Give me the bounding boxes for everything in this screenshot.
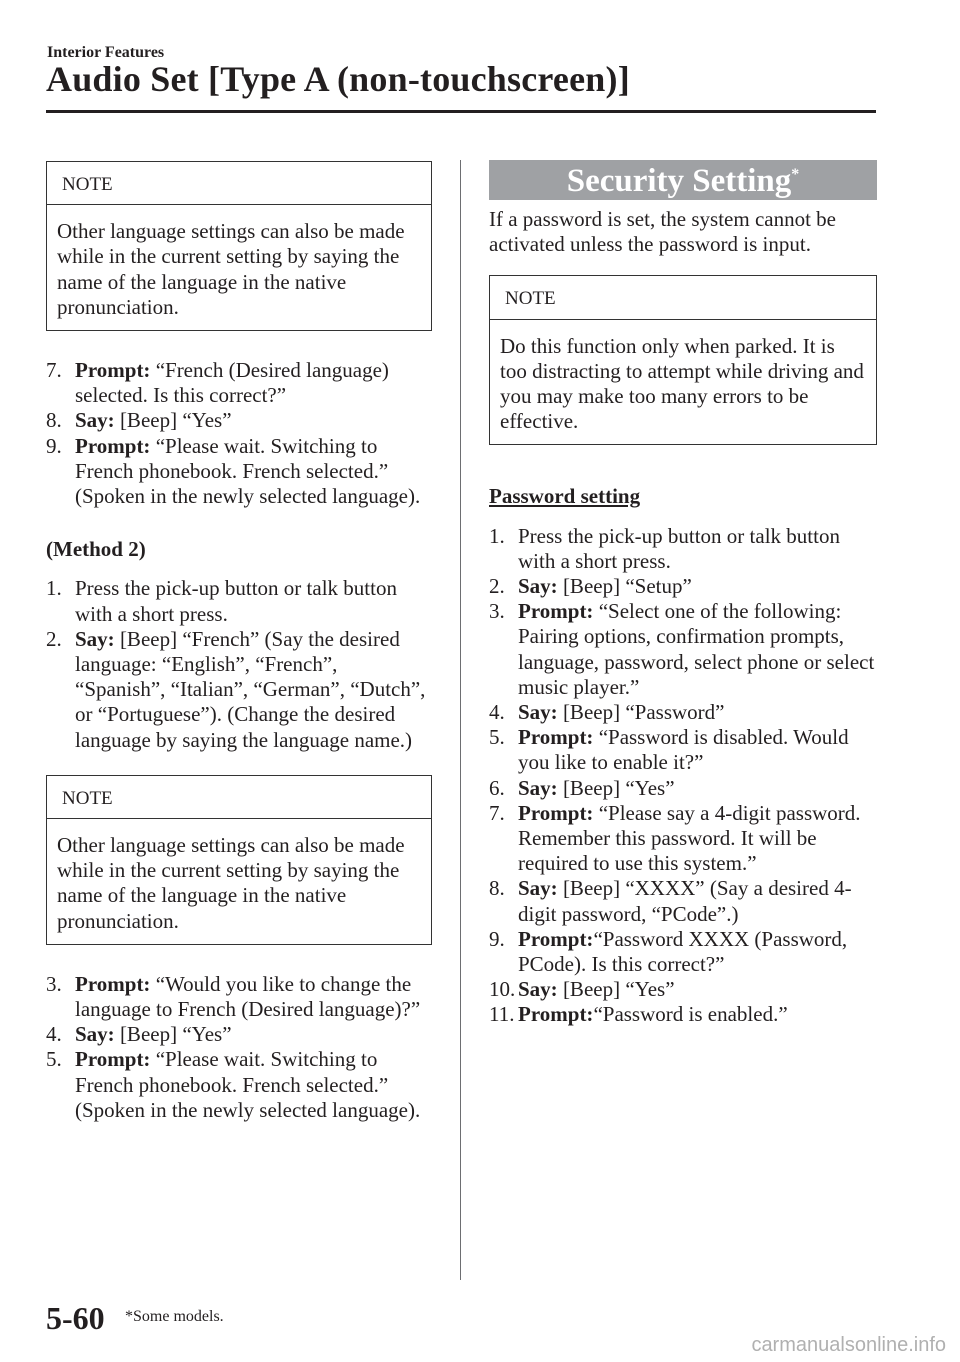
step-number: 10. <box>489 977 516 1002</box>
step-text: Press the pick-up button or talk button with a short press. <box>518 523 840 573</box>
left-column <box>46 161 432 1123</box>
step-text: “Please wait. Switching to French phonebook. French selected.” (Spoken in the newly selected language). <box>75 433 421 509</box>
step-text: “Select one of the following: Pairing options, confirmation prompts, language, password, select phone or select music player.” <box>518 599 875 699</box>
step-keyword: Say: <box>75 626 115 651</box>
subheading: Password setting <box>489 484 641 509</box>
steps-list <box>46 576 432 752</box>
step-keyword: Prompt: <box>518 599 594 624</box>
note-text: Other language settings can also be made while in the current setting by saying the name of the language in the native pronunciation. <box>57 833 405 933</box>
step-text: [Beep] “XXXX” (Say a desired 4-digit password, “PCode”.) <box>518 876 852 926</box>
note-label: NOTE <box>47 776 431 819</box>
step-text: [Beep] “Setup” <box>557 574 692 599</box>
step-text: Press the pick-up button or talk button with a short press. <box>75 576 397 626</box>
step-item <box>46 434 432 510</box>
step-number: 4. <box>489 700 505 725</box>
step-item <box>46 1022 432 1047</box>
step-item <box>489 1002 877 1027</box>
step-item <box>489 725 877 775</box>
step-number: 9. <box>46 433 62 458</box>
page-number: 5-60 <box>46 1300 105 1336</box>
step-text: “Password is enabled.” <box>593 1002 788 1027</box>
step-number: 8. <box>489 876 505 901</box>
step-item <box>46 576 432 626</box>
note-text: Do this function only when parked. It is too distracting to attempt while driving and you may make too many errors to be effective. <box>500 333 864 434</box>
step-text: “Please wait. Switching to French phonebook. French selected.” (Spoken in the newly selected language). <box>75 1047 421 1122</box>
step-number: 1. <box>46 576 62 601</box>
step-keyword: Say: <box>518 977 558 1002</box>
step-number: 7. <box>489 800 505 825</box>
step-text: “French (Desired language) selected. Is this correct?” <box>75 358 389 408</box>
method-heading: (Method 2) <box>46 537 146 562</box>
step-number: 1. <box>489 523 505 548</box>
step-item <box>489 599 877 700</box>
steps-list <box>489 524 877 1028</box>
step-item <box>489 574 877 599</box>
step-text: [Beep] “Yes” <box>557 775 675 800</box>
step-text: [Beep] “Yes” <box>114 408 232 433</box>
steps-list <box>46 972 432 1123</box>
step-item <box>46 972 432 1022</box>
step-keyword: Prompt: <box>75 971 151 996</box>
step-keyword: Say: <box>75 408 115 433</box>
note-box <box>46 775 432 945</box>
section-heading-bar <box>489 160 877 200</box>
step-keyword: Prompt: <box>75 1047 151 1072</box>
column-divider <box>460 160 461 1280</box>
step-keyword: Say: <box>518 876 558 901</box>
step-item <box>46 358 432 408</box>
page-title: Audio Set [Type A (non-touchscreen)] <box>46 59 630 99</box>
step-text: “Password is disabled. Would you like to enable it?” <box>518 725 849 775</box>
step-keyword: Say: <box>518 775 558 800</box>
step-item <box>46 627 432 753</box>
note-label: NOTE <box>490 276 876 319</box>
step-keyword: Prompt: <box>75 433 151 458</box>
step-item <box>489 801 877 877</box>
step-number: 6. <box>489 775 505 800</box>
step-text: [Beep] “Yes” <box>557 977 675 1002</box>
step-text: [Beep] “Yes” <box>114 1022 232 1047</box>
step-keyword: Say: <box>518 574 558 599</box>
right-column <box>489 160 877 1028</box>
step-keyword: Prompt: <box>518 926 594 951</box>
step-keyword: Prompt: <box>518 725 594 750</box>
step-keyword: Prompt: <box>518 1002 594 1027</box>
note-text: Other language settings can also be made while in the current setting by saying the name of the language in the native pronunciation. <box>57 219 405 319</box>
title-rule <box>46 110 876 113</box>
step-item <box>489 776 877 801</box>
step-item <box>489 876 877 926</box>
step-text: [Beep] “Password” <box>557 700 725 725</box>
note-box <box>46 161 432 331</box>
section-label: Interior Features <box>47 44 165 61</box>
step-keyword: Say: <box>518 700 558 725</box>
footnote: *Some models. <box>125 1308 224 1325</box>
note-label: NOTE <box>47 162 431 205</box>
intro-paragraph: If a password is set, the system cannot be activated unless the password is input. <box>489 207 837 257</box>
step-number: 3. <box>489 599 505 624</box>
step-number: 5. <box>489 725 505 750</box>
steps-list <box>46 358 432 509</box>
step-number: 9. <box>489 926 505 951</box>
step-item <box>46 1047 432 1123</box>
watermark: carmanualsonline.info <box>751 1334 946 1356</box>
step-keyword: Prompt: <box>518 800 594 825</box>
step-keyword: Prompt: <box>75 358 151 382</box>
step-number: 4. <box>46 1022 62 1047</box>
note-box <box>489 275 877 445</box>
step-text: “Would you like to change the language to French (Desired language)?” <box>75 971 421 1022</box>
step-number: 3. <box>46 971 62 996</box>
step-number: 2. <box>489 574 505 599</box>
step-item <box>489 977 877 1002</box>
step-item <box>46 408 432 433</box>
step-text: [Beep] “French” (Say the desired language: “English”, “French”, “Spanish”, “Italian”, “German”, “Dutch”, or “Portuguese”). (Change the desired language by saying the language name.) <box>75 626 426 752</box>
footnote-mark: * <box>791 166 800 183</box>
step-number: 8. <box>46 408 62 433</box>
step-keyword: Say: <box>75 1022 115 1047</box>
step-item <box>489 700 877 725</box>
step-number: 5. <box>46 1047 62 1072</box>
step-number: 11. <box>489 1002 515 1027</box>
step-number: 7. <box>46 358 62 382</box>
step-text: “Please say a 4-digit password. Remember this password. It will be required to use this system.” <box>518 800 861 876</box>
step-item <box>489 927 877 977</box>
step-item <box>489 524 877 574</box>
step-text: “Password XXXX (Password, PCode). Is this correct?” <box>518 926 848 977</box>
section-heading: Security Setting <box>566 163 792 199</box>
step-number: 2. <box>46 626 62 651</box>
